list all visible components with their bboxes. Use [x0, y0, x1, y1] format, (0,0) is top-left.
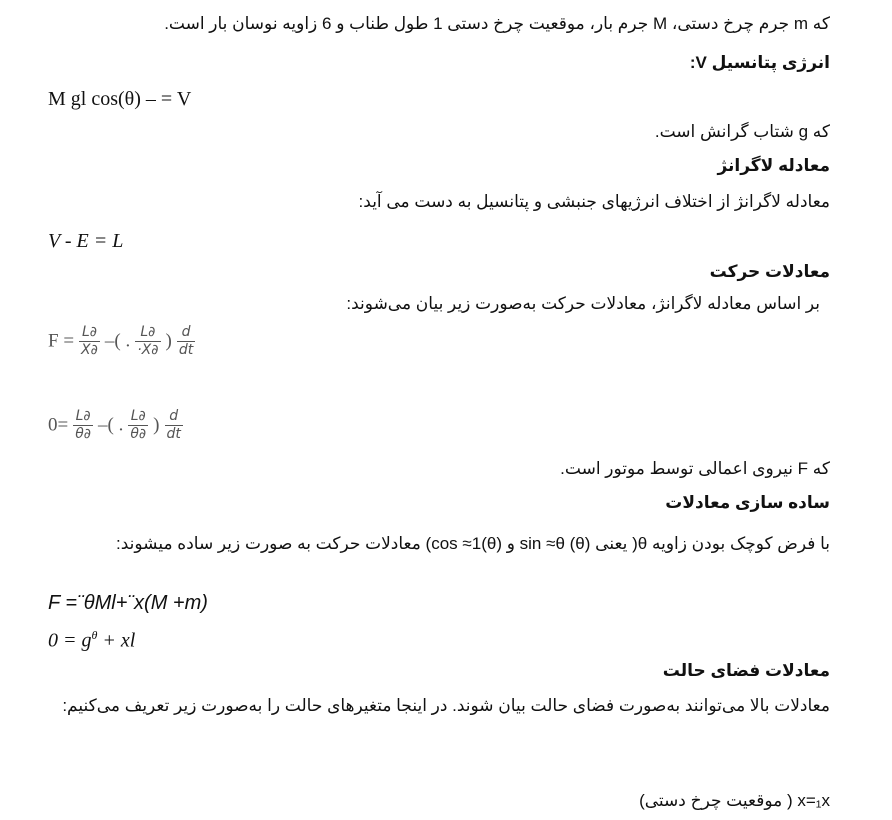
text-mass-definitions: که m جرم چرخ دستی، M جرم بار، موقعیت چرخ دستی 1 طول طناب و 6 زاویه نوسان بار است. [164, 14, 830, 33]
heading-state-space: معادلات فضای حالت [662, 661, 830, 680]
equation-lagrange: V - E = L [48, 230, 124, 252]
equation-simplified-1: F =¨θMl+¨x(M +m) [48, 592, 208, 614]
equation-simplified-2: $0 = g^\theta$ + xl [48, 628, 136, 652]
text-motion: بر اساس معادله لاگرانژ، معادلات حرکت به‌صورت زیر بیان می‌شوند: [346, 294, 820, 313]
heading-lagrange: معادله لاگرانژ [717, 156, 830, 175]
equation-potential: M gl cos(θ) – = V [48, 88, 192, 110]
text-force: که F نیروی اعمالی توسط موتور است. [560, 459, 830, 478]
equation-motion-theta: 0= $\frac{L\partial}{\theta\partial}$ –( . $\frac{L\partial}{\theta\partial}$ ) $\frac{d}{dt}$ [48, 408, 181, 442]
equation-motion-x: F = $\frac{L\partial}{X\partial}$ –( . $\frac{L\partial}{\cdot X\partial}$ ) $\frac{d}{dt}$ [48, 324, 194, 358]
text-simplify: با فرض کوچک بودن زاویه θ( یعنی (θ) sin ≈θ و (θ)cos ≈1) معادلات حرکت به صورت زیر ساده میشوند: [116, 534, 830, 553]
text-state-space: معادلات بالا می‌توانند به‌صورت فضای حالت بیان شوند. در اینجا متغیرهای حالت را به‌صورت زیر تعریف می‌کنیم: [62, 696, 830, 715]
heading-simplify: ساده سازی معادلات [665, 493, 830, 512]
heading-potential-energy: انرژی پتانسیل V: [689, 53, 830, 72]
text-state-x1: x=₁x ( موقعیت چرخ دستی) [639, 791, 830, 810]
heading-motion: معادلات حرکت [709, 262, 830, 281]
text-lagrange: معادله لاگرانژ از اختلاف انرژیهای جنبشی و پتانسیل به دست می آید: [358, 192, 830, 211]
text-gravity: که g شتاب گرانش است. [654, 122, 830, 141]
